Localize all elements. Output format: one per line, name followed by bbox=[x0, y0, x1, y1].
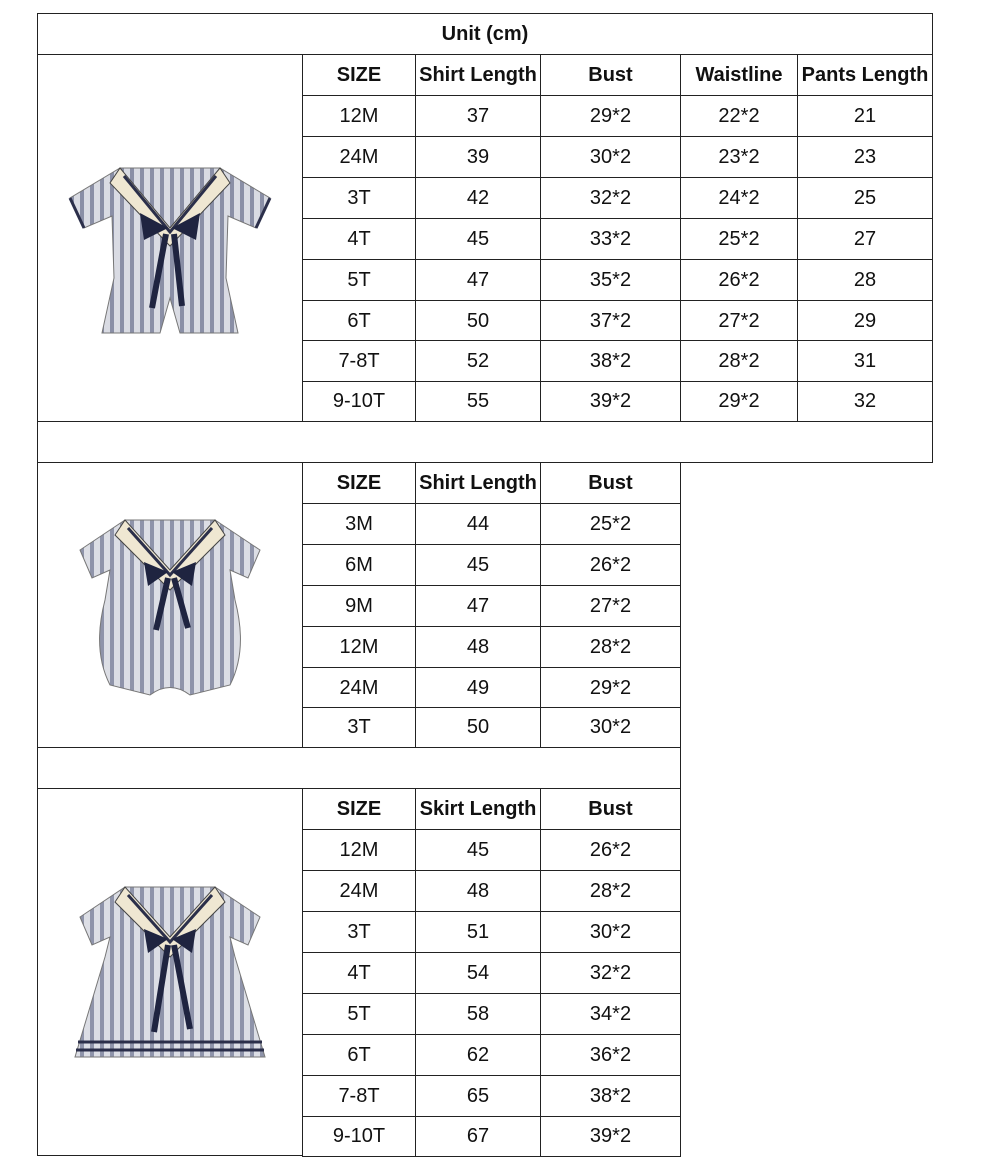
bubble-romper-icon bbox=[70, 500, 270, 710]
table-cell: 24*2 bbox=[680, 177, 798, 219]
table-cell: 58 bbox=[415, 993, 541, 1035]
table-cell: 47 bbox=[415, 259, 541, 301]
table-cell: 30*2 bbox=[540, 136, 681, 178]
table-cell: 6M bbox=[302, 544, 416, 586]
table-cell: 4T bbox=[302, 218, 416, 260]
table-cell: 4T bbox=[302, 952, 416, 994]
table-cell: 44 bbox=[415, 503, 541, 545]
spacer-row bbox=[37, 747, 681, 789]
table-cell: 49 bbox=[415, 667, 541, 709]
table-cell: 67 bbox=[415, 1116, 541, 1157]
table-cell: 45 bbox=[415, 218, 541, 260]
table-cell: 48 bbox=[415, 626, 541, 668]
table-cell: 51 bbox=[415, 911, 541, 953]
romper-shorts-icon bbox=[60, 128, 280, 348]
table-cell: 38*2 bbox=[540, 1075, 681, 1117]
table-cell: 27 bbox=[797, 218, 933, 260]
table-cell: 32*2 bbox=[540, 952, 681, 994]
table-cell: 33*2 bbox=[540, 218, 681, 260]
table-cell: 12M bbox=[302, 95, 416, 137]
table-cell: 30*2 bbox=[540, 707, 681, 748]
table-cell: 39*2 bbox=[540, 381, 681, 422]
header-cell: Bust bbox=[540, 462, 681, 504]
table-cell: 54 bbox=[415, 952, 541, 994]
header-cell: Shirt Length bbox=[415, 54, 541, 96]
table-cell: 65 bbox=[415, 1075, 541, 1117]
table-cell: 35*2 bbox=[540, 259, 681, 301]
table-cell: 3T bbox=[302, 707, 416, 748]
table-cell: 9-10T bbox=[302, 1116, 416, 1157]
table-cell: 39 bbox=[415, 136, 541, 178]
table-cell: 45 bbox=[415, 829, 541, 871]
table-cell: 50 bbox=[415, 707, 541, 748]
table-cell: 5T bbox=[302, 259, 416, 301]
table-cell: 31 bbox=[797, 340, 933, 382]
table-cell: 48 bbox=[415, 870, 541, 912]
header-cell: Bust bbox=[540, 54, 681, 96]
table-cell: 28 bbox=[797, 259, 933, 301]
table-cell: 29*2 bbox=[540, 667, 681, 709]
table-cell: 25*2 bbox=[540, 503, 681, 545]
table-cell: 36*2 bbox=[540, 1034, 681, 1076]
table-cell: 38*2 bbox=[540, 340, 681, 382]
table-cell: 42 bbox=[415, 177, 541, 219]
table-cell: 24M bbox=[302, 667, 416, 709]
table-cell: 34*2 bbox=[540, 993, 681, 1035]
table-cell: 55 bbox=[415, 381, 541, 422]
table-cell: 28*2 bbox=[540, 626, 681, 668]
header-cell: Waistline bbox=[680, 54, 798, 96]
table-cell: 28*2 bbox=[680, 340, 798, 382]
product-image-bubble-romper bbox=[37, 462, 303, 748]
table-cell: 29 bbox=[797, 300, 933, 342]
header-cell: SIZE bbox=[302, 54, 416, 96]
table-cell: 39*2 bbox=[540, 1116, 681, 1157]
table-cell: 7-8T bbox=[302, 1075, 416, 1117]
table-cell: 24M bbox=[302, 870, 416, 912]
table-cell: 6T bbox=[302, 300, 416, 342]
table-cell: 21 bbox=[797, 95, 933, 137]
unit-title: Unit (cm) bbox=[37, 13, 933, 55]
table-cell: 62 bbox=[415, 1034, 541, 1076]
table-cell: 29*2 bbox=[540, 95, 681, 137]
table-cell: 26*2 bbox=[540, 544, 681, 586]
table-cell: 28*2 bbox=[540, 870, 681, 912]
table-cell: 26*2 bbox=[680, 259, 798, 301]
table-cell: 12M bbox=[302, 626, 416, 668]
table-cell: 3M bbox=[302, 503, 416, 545]
product-image-dress bbox=[37, 788, 303, 1156]
table-cell: 37*2 bbox=[540, 300, 681, 342]
table-cell: 3T bbox=[302, 177, 416, 219]
header-cell: Pants Length bbox=[797, 54, 933, 96]
table-cell: 37 bbox=[415, 95, 541, 137]
table-cell: 25*2 bbox=[680, 218, 798, 260]
table-cell: 9M bbox=[302, 585, 416, 627]
table-cell: 26*2 bbox=[540, 829, 681, 871]
header-cell: Shirt Length bbox=[415, 462, 541, 504]
table-cell: 50 bbox=[415, 300, 541, 342]
table-cell: 25 bbox=[797, 177, 933, 219]
header-cell: Skirt Length bbox=[415, 788, 541, 830]
table-cell: 22*2 bbox=[680, 95, 798, 137]
table-cell: 29*2 bbox=[680, 381, 798, 422]
header-cell: Bust bbox=[540, 788, 681, 830]
table-cell: 12M bbox=[302, 829, 416, 871]
product-image-romper-shorts bbox=[37, 54, 303, 422]
table-cell: 27*2 bbox=[680, 300, 798, 342]
spacer-row bbox=[37, 421, 933, 463]
table-cell: 45 bbox=[415, 544, 541, 586]
table-cell: 3T bbox=[302, 911, 416, 953]
table-cell: 27*2 bbox=[540, 585, 681, 627]
table-cell: 30*2 bbox=[540, 911, 681, 953]
table-cell: 5T bbox=[302, 993, 416, 1035]
table-cell: 9-10T bbox=[302, 381, 416, 422]
header-cell: SIZE bbox=[302, 462, 416, 504]
table-cell: 7-8T bbox=[302, 340, 416, 382]
header-cell: SIZE bbox=[302, 788, 416, 830]
table-cell: 52 bbox=[415, 340, 541, 382]
table-cell: 32 bbox=[797, 381, 933, 422]
table-cell: 32*2 bbox=[540, 177, 681, 219]
table-cell: 24M bbox=[302, 136, 416, 178]
table-cell: 23*2 bbox=[680, 136, 798, 178]
table-cell: 47 bbox=[415, 585, 541, 627]
table-cell: 23 bbox=[797, 136, 933, 178]
table-cell: 6T bbox=[302, 1034, 416, 1076]
sailor-dress-icon bbox=[70, 867, 270, 1077]
